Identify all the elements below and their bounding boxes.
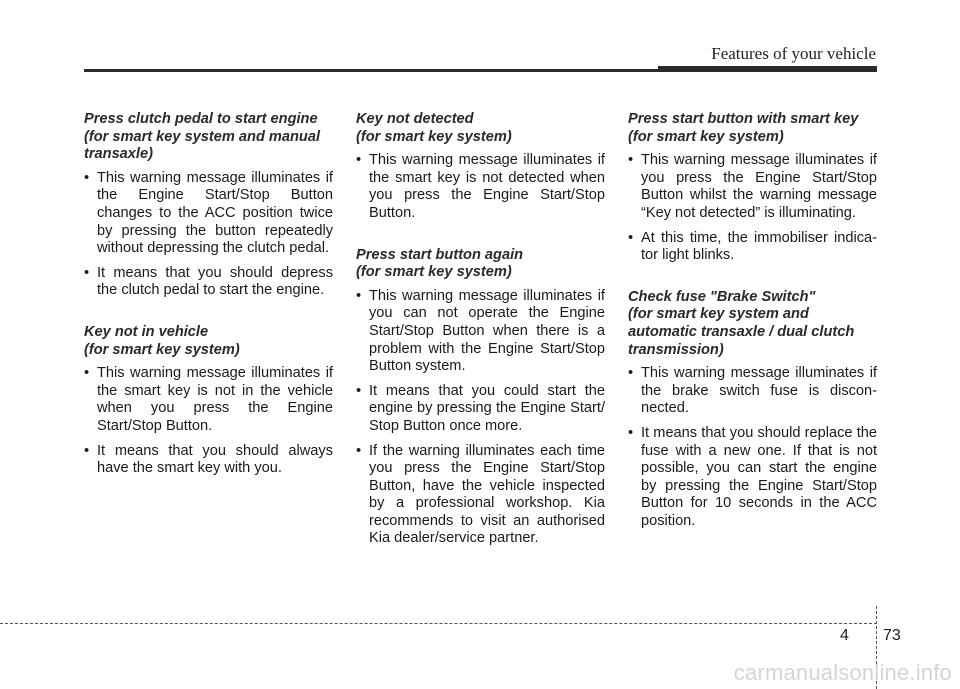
heading-line: Press start button again bbox=[356, 246, 524, 263]
column-1 bbox=[84, 111, 333, 502]
footer-divider bbox=[0, 623, 877, 624]
bullet-item: • This warning message illuminates if you can not operate the Engine Start/Stop Button when there is a problem with the Engine Start/Stop Button system. bbox=[356, 288, 605, 376]
page-number: 73 bbox=[883, 627, 901, 644]
bullet-item: • This warning message illuminates if you press the Engine Start/Stop Button whilst the warning message “Key not detected” is illuminating. bbox=[628, 152, 877, 222]
section-heading bbox=[628, 111, 877, 146]
bullet-list bbox=[628, 365, 877, 530]
heading-line: transaxle) bbox=[84, 146, 153, 163]
section-press-start-button-again bbox=[356, 247, 605, 549]
chapter-title: Features of your vehicle bbox=[711, 44, 876, 63]
bullet-item: • At this time, the immobiliser indica-tor light blinks. bbox=[628, 230, 877, 265]
heading-line: (for smart key system) bbox=[356, 264, 512, 281]
bullet-item: • This warning message illuminates if the smart key is not detected when you press the Engine Start/Stop Button. bbox=[356, 152, 605, 222]
section-heading bbox=[84, 111, 333, 164]
column-3 bbox=[628, 111, 877, 554]
chapter-number: 4 bbox=[840, 627, 849, 644]
bullet-list bbox=[628, 152, 877, 265]
bullet-item: • It means that you should replace the fuse with a new one. If that is not possible, you can start the engine by pressing the Engine Start/Stop Button for 10 seconds in the ACC position. bbox=[628, 425, 877, 531]
section-key-not-detected bbox=[356, 111, 605, 223]
bullet-item: • It means that you could start the engine by pressing the Engine Start/ Stop Button once more. bbox=[356, 383, 605, 436]
bullet-list bbox=[356, 152, 605, 222]
heading-line: (for smart key system and bbox=[628, 306, 809, 323]
bullet-item: • It means that you should always have the smart key with you. bbox=[84, 443, 333, 478]
heading-line: automatic transaxle / dual clutch bbox=[628, 323, 855, 340]
bullet-item: • This warning message illuminates if the smart key is not in the vehicle when you press the Engine Start/Stop Button. bbox=[84, 365, 333, 435]
section-heading bbox=[84, 324, 333, 359]
heading-line: Press clutch pedal to start engine bbox=[84, 111, 318, 127]
section-heading bbox=[356, 247, 605, 282]
section-heading bbox=[628, 289, 877, 359]
heading-line: (for smart key system) bbox=[84, 341, 240, 358]
bullet-list bbox=[356, 288, 605, 548]
heading-line: (for smart key system and manual bbox=[84, 128, 321, 145]
bullet-item: • If the warning illuminates each time you press the Engine Start/Stop Button, have the vehicle inspected by a professional workshop. Kia recommends to visit an authorised Kia dealer/service partner. bbox=[356, 443, 605, 549]
column-2 bbox=[356, 111, 605, 572]
bullet-list bbox=[84, 170, 333, 300]
bullet-list bbox=[84, 365, 333, 478]
heading-line: Press start button with smart key bbox=[628, 111, 859, 127]
section-check-fuse-brake-switch bbox=[628, 289, 877, 531]
heading-line: (for smart key system) bbox=[628, 128, 784, 145]
header-rule-accent bbox=[658, 66, 877, 72]
watermark: carmanualsonline.info bbox=[733, 660, 952, 685]
heading-line: Key not in vehicle bbox=[84, 323, 209, 340]
bullet-item: • This warning message illuminates if the Engine Start/Stop Button changes to the ACC position twice by pressing the button repeatedly without depressing the clutch pedal. bbox=[84, 170, 333, 258]
section-key-not-in-vehicle bbox=[84, 324, 333, 478]
heading-line: Key not detected bbox=[356, 111, 474, 127]
section-press-start-with-smart-key bbox=[628, 111, 877, 265]
section-heading bbox=[356, 111, 605, 146]
heading-line: transmission) bbox=[628, 341, 724, 358]
bullet-item: • It means that you should depress the clutch pedal to start the engine. bbox=[84, 265, 333, 300]
heading-line: (for smart key system) bbox=[356, 128, 512, 145]
heading-line: Check fuse "Brake Switch" bbox=[628, 288, 816, 305]
section-press-clutch-pedal bbox=[84, 111, 333, 300]
bullet-item: • This warning message illuminates if the brake switch fuse is discon-nected. bbox=[628, 365, 877, 418]
